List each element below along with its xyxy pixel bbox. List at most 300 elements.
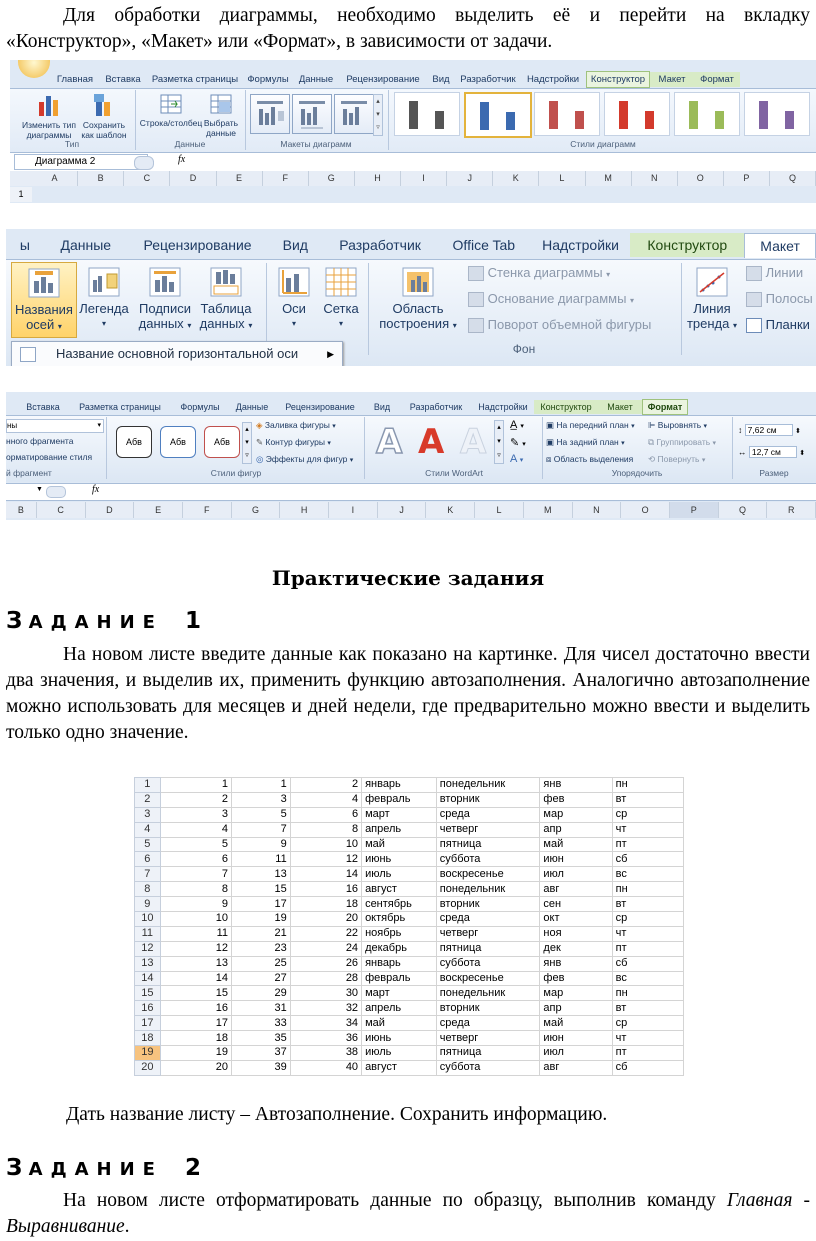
- row-header[interactable]: 4: [135, 822, 161, 837]
- send-backward-button[interactable]: [546, 437, 625, 448]
- tab-2[interactable]: Разметка страницы: [79, 402, 161, 412]
- column-header[interactable]: G: [232, 502, 281, 518]
- table-cell: чт: [612, 1031, 683, 1046]
- row-header[interactable]: 18: [135, 1031, 161, 1046]
- table-cell: пятница: [436, 1046, 540, 1061]
- row-header[interactable]: 6: [135, 852, 161, 867]
- axes-button[interactable]: [272, 262, 316, 331]
- table-cell: январь: [362, 778, 437, 793]
- bring-forward-button[interactable]: [546, 420, 635, 431]
- chevron-down-icon: ▾: [101, 319, 106, 328]
- column-header[interactable]: O: [678, 171, 724, 186]
- group-data-label: Данные: [174, 139, 206, 149]
- tab-2[interactable]: Вставка: [105, 73, 141, 85]
- table-cell: 5: [160, 837, 231, 852]
- table-cell: сентябрь: [362, 897, 437, 912]
- table-cell: 1: [232, 778, 291, 793]
- error-bars-icon: [746, 318, 762, 333]
- shape-outline-button[interactable]: [256, 437, 331, 448]
- tab-9[interactable]: Макет: [744, 233, 816, 258]
- tab-11[interactable]: Макет: [650, 72, 694, 87]
- tab-1[interactable]: Главная: [56, 73, 94, 85]
- row-header[interactable]: 20: [135, 1060, 161, 1075]
- table-cell: февраль: [362, 792, 437, 807]
- axes-label: Оси: [282, 301, 306, 316]
- tab-4[interactable]: Вид: [282, 237, 308, 253]
- tab-5[interactable]: Рецензирование: [285, 402, 355, 412]
- table-cell: пн: [612, 882, 683, 897]
- table-cell: 15: [232, 882, 291, 897]
- trendline-label-1: Линия: [693, 301, 731, 316]
- change-chart-type-button[interactable]: [18, 92, 80, 140]
- task2-paragraph: [6, 1188, 810, 1240]
- table-cell: пт: [612, 1046, 683, 1061]
- table-cell: 3: [232, 792, 291, 807]
- 3d-rotation-button[interactable]: [468, 317, 651, 333]
- column-header[interactable]: H: [280, 502, 329, 518]
- lines-button[interactable]: [746, 265, 803, 281]
- chevron-down-icon: ▾: [248, 321, 253, 330]
- legend-label: Легенда: [79, 301, 129, 316]
- chevron-down-icon[interactable]: ▼: [36, 486, 43, 493]
- width-input[interactable]: [749, 446, 797, 458]
- task2-first-letter: З: [6, 1155, 23, 1181]
- tab-2[interactable]: Данные: [60, 237, 112, 253]
- width-field[interactable]: [738, 446, 805, 458]
- tab-10[interactable]: Конструктор: [586, 71, 650, 88]
- plot-area-button[interactable]: [372, 262, 464, 333]
- table-cell: понедельник: [436, 882, 540, 897]
- row-header[interactable]: 2: [135, 792, 161, 807]
- shape-effects-button[interactable]: [256, 454, 353, 465]
- tab-7[interactable]: Надстройки: [542, 237, 619, 253]
- tab-9[interactable]: Конструктор: [534, 400, 598, 414]
- task2-number: 2: [184, 1155, 202, 1181]
- column-header[interactable]: B: [6, 502, 37, 518]
- fx-icon[interactable]: fx: [92, 484, 100, 495]
- table-row: [135, 956, 684, 971]
- layout-thumb[interactable]: [292, 94, 332, 134]
- data-labels-label-2: [135, 316, 195, 333]
- task1-paragraph: На новом листе введите данные как показано на картинке. Для чисел достаточно ввести два значения, и выделив их, применить функцию автозаполнения. Аналогично автозаполнение можно использовать для месяцев и дней недели, где предварительно можно ввести и выделить только одно значение.: [6, 644, 810, 743]
- chart-styles-gallery[interactable]: [394, 92, 816, 136]
- row-header[interactable]: 11: [135, 926, 161, 941]
- shape-styles-gallery[interactable]: [112, 422, 242, 462]
- tab-3[interactable]: Разметка страницы: [151, 73, 239, 85]
- chart-wall-icon: [468, 266, 484, 281]
- error-bars-button[interactable]: [746, 317, 810, 333]
- table-cell: 13: [232, 867, 291, 882]
- ribbon-constructor: [10, 60, 816, 203]
- row-header[interactable]: 16: [135, 1001, 161, 1016]
- row-header[interactable]: 8: [135, 882, 161, 897]
- chart-style-thumb[interactable]: [464, 92, 532, 138]
- effects-icon: ◎: [256, 454, 264, 464]
- save-template-button[interactable]: [78, 92, 130, 140]
- send-backward-label: На задний план: [556, 437, 619, 447]
- wordart-style[interactable]: A: [376, 422, 403, 462]
- shape-style-sample: Абв: [170, 437, 186, 447]
- autofill-sheet: [134, 777, 684, 1076]
- table-cell: 29: [232, 986, 291, 1001]
- gallery-scroll[interactable]: ▴ ▾ ▿: [494, 420, 504, 464]
- row-header[interactable]: 12: [135, 941, 161, 956]
- fx-icon[interactable]: fx: [178, 154, 186, 165]
- table-cell: 35: [232, 1031, 291, 1046]
- chevron-down-icon: ▾: [621, 440, 625, 447]
- shape-style-thumb[interactable]: [160, 426, 196, 458]
- selection-value: ны: [7, 421, 18, 430]
- column-header[interactable]: Q: [770, 171, 816, 186]
- table-cell: август: [362, 1060, 437, 1075]
- tab-4[interactable]: Данные: [235, 402, 269, 412]
- spinner-icon[interactable]: ⬍: [795, 428, 801, 435]
- 3d-rotation-label: Поворот объемной фигуры: [487, 317, 652, 332]
- tab-1[interactable]: Вставка: [26, 402, 60, 412]
- axis-titles-label-2: [12, 317, 76, 334]
- table-row: [135, 1001, 684, 1016]
- row-header[interactable]: 7: [135, 867, 161, 882]
- select-data-button[interactable]: [202, 92, 240, 138]
- column-header[interactable]: P: [670, 502, 719, 518]
- table-cell: 16: [290, 882, 361, 897]
- formula-bar-handle[interactable]: [134, 156, 154, 170]
- table-row: [135, 986, 684, 1001]
- tab-9[interactable]: Надстройки: [526, 73, 580, 85]
- table-cell: 38: [290, 1046, 361, 1061]
- table-cell: сб: [612, 852, 683, 867]
- group-label: Группировать: [656, 437, 711, 447]
- save-template-label-2: как шаблон: [81, 130, 127, 140]
- column-header[interactable]: F: [183, 502, 232, 518]
- selection-dropdown[interactable]: [6, 419, 104, 433]
- shape-fill-button[interactable]: [256, 420, 336, 431]
- column-headers: [32, 171, 816, 186]
- chart-floor-icon: [468, 292, 484, 307]
- column-header[interactable]: N: [573, 502, 622, 518]
- chart-style-icon: [395, 93, 459, 135]
- selection-pane-icon: ⧈: [546, 454, 552, 464]
- table-cell: 2: [160, 792, 231, 807]
- ribbon2-tabs: [6, 231, 816, 259]
- tab-5[interactable]: Разработчик: [339, 237, 421, 253]
- table-cell: вс: [612, 971, 683, 986]
- name-box[interactable]: [14, 154, 148, 170]
- chart-style-thumb[interactable]: [744, 92, 810, 136]
- chart-style-thumb[interactable]: [394, 92, 460, 136]
- table-cell: пятница: [436, 837, 540, 852]
- table-cell: 19: [160, 1046, 231, 1061]
- wordart-style[interactable]: A: [460, 422, 487, 462]
- tab-6[interactable]: Рецензирование: [346, 73, 420, 85]
- table-cell: 30: [290, 986, 361, 1001]
- table-cell: сен: [540, 897, 612, 912]
- switch-row-column-label: Строка/столбец: [139, 118, 203, 128]
- column-header[interactable]: Q: [719, 502, 768, 518]
- table-cell: 12: [290, 852, 361, 867]
- layout-thumb[interactable]: [334, 94, 374, 134]
- chevron-down-icon: ▾: [291, 319, 296, 328]
- column-header[interactable]: L: [475, 502, 524, 518]
- selection-pane-button[interactable]: [546, 454, 633, 465]
- shape-outline-label: Контур фигуры: [265, 437, 325, 447]
- tab-7[interactable]: Разработчик: [409, 402, 463, 412]
- rotate-button[interactable]: [648, 454, 705, 465]
- table-cell: май: [540, 1016, 612, 1031]
- table-cell: фев: [540, 792, 612, 807]
- gallery-scroll[interactable]: ▴ ▾ ▿: [242, 422, 252, 464]
- group-arrange-label: Упорядочить: [611, 468, 663, 478]
- layout-thumb[interactable]: [250, 94, 290, 134]
- table-cell: вт: [612, 792, 683, 807]
- tab-8[interactable]: Конструктор: [630, 233, 744, 257]
- table-cell: 12: [160, 941, 231, 956]
- shape-style-thumb[interactable]: [204, 426, 240, 458]
- chart-style-thumb[interactable]: [674, 92, 740, 136]
- ribbon-format: [6, 392, 816, 520]
- data-labels-icon: [148, 266, 182, 298]
- table-row: [135, 971, 684, 986]
- group-divider: [364, 417, 365, 479]
- tab-6[interactable]: Вид: [373, 402, 391, 412]
- bars-button[interactable]: [746, 291, 813, 307]
- tab-4[interactable]: Формулы: [247, 73, 289, 85]
- height-field[interactable]: [738, 424, 801, 436]
- group-styles-label: Стили диаграмм: [570, 139, 636, 149]
- task2-command: Главная - Выравнивание: [6, 1190, 810, 1237]
- table-cell: 2: [290, 778, 361, 793]
- column-header[interactable]: K: [493, 171, 539, 186]
- column-header[interactable]: A: [32, 171, 78, 186]
- menu-item-primary-horizontal-axis-title[interactable]: [12, 342, 342, 366]
- column-header[interactable]: K: [426, 502, 475, 518]
- column-header[interactable]: N: [632, 171, 678, 186]
- chart-style-thumb[interactable]: [604, 92, 670, 136]
- chevron-down-icon: ▾: [332, 423, 336, 430]
- tab-10[interactable]: Макет: [598, 400, 642, 414]
- name-box-value: Диаграмма 2: [35, 156, 96, 167]
- trendline-label-2: [684, 316, 740, 333]
- table-cell: 15: [160, 986, 231, 1001]
- table-cell: 7: [232, 822, 291, 837]
- table-row: [135, 912, 684, 927]
- table-cell: ср: [612, 807, 683, 822]
- row-header[interactable]: 10: [135, 912, 161, 927]
- intro-paragraph: Для обработки диаграммы, необходимо выделить её и перейти на вкладку «Конструктор», «Макет» или «Формат», в зависимости от задачи.: [6, 5, 810, 52]
- legend-button[interactable]: [77, 262, 131, 331]
- text-fill-icon[interactable]: A̲ ▾: [510, 419, 524, 431]
- align-button[interactable]: [648, 420, 707, 431]
- select-all-corner[interactable]: [10, 171, 32, 186]
- column-header[interactable]: F: [263, 171, 309, 186]
- text-effects-icon[interactable]: A ▾: [510, 453, 524, 465]
- table-cell: пн: [612, 778, 683, 793]
- table-cell: 37: [232, 1046, 291, 1061]
- data-table-label-2-text: данных: [199, 316, 245, 331]
- table-cell: ср: [612, 1016, 683, 1031]
- column-header[interactable]: M: [524, 502, 573, 518]
- column-header[interactable]: O: [621, 502, 670, 518]
- table-cell: сб: [612, 956, 683, 971]
- spinner-icon[interactable]: ⬍: [799, 450, 806, 457]
- column-header[interactable]: E: [134, 502, 183, 518]
- table-cell: мар: [540, 986, 612, 1001]
- row-header[interactable]: 17: [135, 1016, 161, 1031]
- formula-bar: [10, 152, 816, 172]
- column-header[interactable]: G: [309, 171, 355, 186]
- chevron-down-icon: ▾: [733, 321, 738, 330]
- gridlines-button[interactable]: [318, 262, 364, 331]
- row-header[interactable]: 14: [135, 971, 161, 986]
- row-header[interactable]: 3: [135, 807, 161, 822]
- width-value: 12,7 см: [751, 447, 781, 457]
- selection-pane-label: Область выделения: [553, 454, 634, 464]
- table-cell: май: [362, 837, 437, 852]
- column-header[interactable]: H: [355, 171, 401, 186]
- switch-row-column-button[interactable]: [138, 92, 204, 128]
- table-cell: 10: [290, 837, 361, 852]
- row-header[interactable]: 5: [135, 837, 161, 852]
- group-button[interactable]: [648, 437, 716, 448]
- axes-icon: [277, 266, 311, 298]
- table-cell: май: [540, 837, 612, 852]
- group-divider: [732, 417, 733, 479]
- chevron-down-icon: ▾: [338, 319, 343, 328]
- table-cell: 17: [160, 1016, 231, 1031]
- row-header[interactable]: 1: [10, 187, 32, 202]
- chart-style-icon: [675, 93, 739, 135]
- table-cell: пятница: [436, 941, 540, 956]
- table-cell: июн: [540, 852, 612, 867]
- table-row: [135, 1060, 684, 1075]
- column-header[interactable]: D: [170, 171, 216, 186]
- column-header[interactable]: M: [586, 171, 632, 186]
- plot-area-label-2: [372, 316, 464, 333]
- table-cell: мар: [540, 807, 612, 822]
- tab-12[interactable]: Формат: [694, 72, 740, 87]
- table-cell: июнь: [362, 1031, 437, 1046]
- chart-layouts-gallery[interactable]: [250, 94, 378, 134]
- wordart-gallery[interactable]: [368, 420, 498, 464]
- tab-6[interactable]: Office Tab: [452, 237, 516, 253]
- gallery-scroll[interactable]: ▴ ▾ ▿: [373, 94, 383, 136]
- table-cell: пн: [612, 986, 683, 1001]
- table-cell: понедельник: [436, 986, 540, 1001]
- row-header[interactable]: 13: [135, 956, 161, 971]
- column-header[interactable]: L: [539, 171, 585, 186]
- table-cell: четверг: [436, 1031, 540, 1046]
- wordart-style[interactable]: A: [418, 422, 445, 462]
- switch-row-column-icon: [158, 92, 184, 116]
- table-cell: апр: [540, 1001, 612, 1016]
- trendline-button[interactable]: [684, 262, 740, 333]
- column-header[interactable]: J: [447, 171, 493, 186]
- shape-style-thumb[interactable]: [116, 426, 152, 458]
- reset-style-button[interactable]: орматирование стиля: [6, 452, 93, 462]
- table-row: [135, 807, 684, 822]
- table-cell: 34: [290, 1016, 361, 1031]
- table-row: [135, 778, 684, 793]
- tab-3[interactable]: Рецензирование: [143, 237, 252, 253]
- height-input[interactable]: [745, 424, 793, 436]
- column-header[interactable]: R: [767, 502, 816, 518]
- table-cell: 4: [290, 792, 361, 807]
- table-cell: вторник: [436, 792, 540, 807]
- tab-8[interactable]: Разработчик: [460, 73, 516, 85]
- tab-1[interactable]: ы: [19, 237, 30, 253]
- bars-icon: [746, 292, 762, 307]
- data-labels-button[interactable]: [135, 262, 195, 333]
- task1-title: [6, 608, 201, 634]
- text-outline-icon[interactable]: ✎ ▾: [510, 437, 526, 449]
- column-header[interactable]: J: [378, 502, 427, 518]
- chevron-down-icon: ▾: [630, 296, 635, 305]
- data-table-label-2: [196, 316, 256, 333]
- table-row: [135, 941, 684, 956]
- table-cell: октябрь: [362, 912, 437, 927]
- table-cell: среда: [436, 1016, 540, 1031]
- row-header[interactable]: 1: [135, 778, 161, 793]
- table-cell: март: [362, 986, 437, 1001]
- tab-7[interactable]: Вид: [432, 73, 450, 85]
- row-header[interactable]: 19: [135, 1046, 161, 1061]
- column-header[interactable]: D: [86, 502, 135, 518]
- paint-bucket-icon: ◈: [256, 420, 263, 430]
- row-header[interactable]: 9: [135, 897, 161, 912]
- table-cell: 9: [232, 837, 291, 852]
- column-header[interactable]: C: [37, 502, 86, 518]
- column-header[interactable]: B: [78, 171, 124, 186]
- trendline-label-2-text: тренда: [686, 316, 730, 331]
- tab-8[interactable]: Надстройки: [478, 402, 528, 412]
- table-cell: ср: [612, 912, 683, 927]
- table-cell: 39: [232, 1060, 291, 1075]
- table-cell: 31: [232, 1001, 291, 1016]
- table-cell: сб: [612, 1060, 683, 1075]
- tab-11[interactable]: Формат: [642, 399, 688, 415]
- axis-titles-menu: [11, 341, 343, 366]
- table-cell: авг: [540, 1060, 612, 1075]
- axis-titles-button[interactable]: [11, 262, 77, 338]
- format-selection-button[interactable]: нного фрагмента: [6, 436, 74, 446]
- table-cell: суббота: [436, 1060, 540, 1075]
- column-header[interactable]: I: [329, 502, 378, 518]
- column-header[interactable]: I: [401, 171, 447, 186]
- group-layouts-label: Макеты диаграмм: [280, 139, 352, 149]
- column-header[interactable]: C: [124, 171, 170, 186]
- table-cell: 5: [232, 807, 291, 822]
- axis-titles-label-1: Названия: [15, 302, 73, 317]
- data-table-button[interactable]: [196, 262, 256, 333]
- table-cell: 33: [232, 1016, 291, 1031]
- table-cell: авг: [540, 882, 612, 897]
- tab-5[interactable]: Данные: [298, 73, 334, 85]
- column-header[interactable]: E: [217, 171, 263, 186]
- task2-text: На новом листе отформатировать данные по образцу, выполнив команду: [63, 1190, 716, 1211]
- chart-style-thumb[interactable]: [534, 92, 600, 136]
- table-cell: 22: [290, 926, 361, 941]
- chart-floor-button[interactable]: [468, 291, 634, 307]
- row-header[interactable]: 15: [135, 986, 161, 1001]
- tab-3[interactable]: Формулы: [180, 402, 220, 412]
- table-cell: среда: [436, 912, 540, 927]
- table-cell: 14: [290, 867, 361, 882]
- formula-bar-handle[interactable]: [46, 486, 66, 498]
- table-cell: фев: [540, 971, 612, 986]
- column-header[interactable]: P: [724, 171, 770, 186]
- chart-wall-button[interactable]: [468, 265, 610, 281]
- table-cell: дек: [540, 941, 612, 956]
